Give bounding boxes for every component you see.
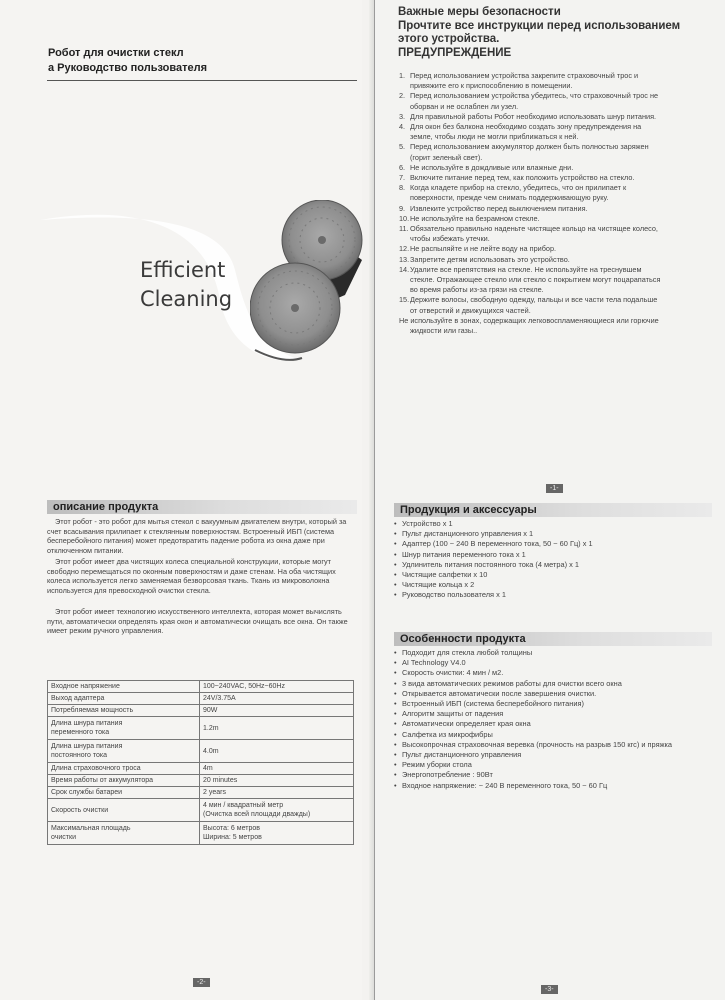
product-item-text: Чистящие кольца x 2 (402, 580, 475, 590)
safety-item-text: Держите волосы, свободную одежду, пальцы и все части тела подальше (410, 295, 658, 305)
safety-item-text: Не используйте в дождливые или влажные дни. (410, 162, 574, 172)
bullet-icon: • (394, 658, 397, 668)
safety-title-line-3: этого устройства. (398, 33, 500, 45)
spec-value-line: 4m (203, 765, 213, 772)
spec-value-line: 24V/3.75A (203, 695, 236, 702)
safety-item-text: оборван и не ослаблен ли узел. (410, 101, 519, 111)
spec-key-line: Скорость очистки (51, 806, 109, 814)
spec-row (48, 787, 354, 799)
page-number-2: -2- (193, 978, 210, 987)
bullet-icon: • (394, 729, 397, 739)
spec-value-line: Высота: 6 метров (203, 825, 260, 832)
product-item-text: Удлинитель питания постоянного тока (4 метра) x 1 (402, 559, 579, 569)
spec-value (200, 799, 354, 822)
spec-row (48, 740, 354, 763)
safety-item (399, 91, 714, 111)
safety-item (399, 265, 714, 296)
description-paragraph-3: Этот робот имеет технологию искусственного интеллекта, которая может вычислять пути, автоматически определять края окон и автоматически очищать все окна. Он также имеет режим ручного управления. (47, 607, 348, 636)
spec-row (48, 775, 354, 787)
hero-text (140, 256, 232, 314)
product-item-text: Чистящие салфетки x 10 (402, 570, 488, 580)
spec-row (48, 763, 354, 775)
safety-item-text: чтобы избежать утечки. (410, 234, 490, 244)
safety-item (399, 163, 714, 173)
spec-key (48, 705, 200, 717)
feature-item-text: Автоматически определяет края окна (402, 719, 531, 729)
feature-item-text: Энергопотребление : 90Вт (402, 770, 493, 780)
spec-row (48, 681, 354, 693)
safety-footer-line: жидкости или газы.. (410, 326, 478, 336)
bullet-icon: • (394, 529, 397, 539)
description-paragraph-1: Этот робот - это робот для мытья стекол с вакуумным двигателем внутри, который за счет всасывания прилипает к стеклянным поверхностям. Встроенный ИБП (система бесперебойного питания) может предотвратить падение робота из окна даже при отключенном питании. (47, 517, 347, 555)
safety-item-text: Включите питание перед тем, как положить устройство на стекло. (410, 173, 635, 183)
spec-value (200, 787, 354, 799)
safety-item-text: Извлеките устройство перед выключением питания. (410, 203, 588, 213)
spec-key (48, 822, 200, 845)
spec-key-line: Длина шнура питания (51, 743, 123, 750)
bullet-icon: • (394, 549, 397, 559)
product-item (394, 529, 714, 539)
product-item (394, 550, 714, 560)
safety-item (399, 295, 714, 315)
feature-item (394, 760, 714, 770)
safety-item-number: 13. (399, 254, 410, 264)
spec-value-line: 4 мин / квадратный метр (203, 802, 284, 809)
product-item-text: Устройство x 1 (402, 519, 453, 528)
safety-item-text: Когда кладете прибор на стекло, убедитесь, что он прилипает к (410, 183, 627, 193)
spec-key-line: очистки (51, 834, 76, 841)
safety-item (399, 142, 714, 162)
feature-item (394, 679, 714, 689)
spec-row (48, 717, 354, 740)
safety-item-number: 9. (399, 203, 406, 213)
document-title-line-1: Робот для очистки стекл (48, 47, 184, 59)
page-number-1: -1- (546, 484, 563, 493)
product-item (394, 539, 714, 549)
description-section-title: описание продукта (53, 501, 159, 513)
spec-row (48, 822, 354, 845)
products-section-header (394, 503, 712, 517)
feature-item (394, 709, 714, 719)
spec-value (200, 822, 354, 845)
spec-value (200, 717, 354, 740)
hero-text-line-2: Cleaning (140, 287, 233, 311)
bullet-icon: • (394, 648, 397, 657)
features-list (394, 648, 714, 791)
spec-value (200, 681, 354, 693)
hero-text-line-1: Efficient (140, 258, 226, 282)
features-section-header (394, 632, 712, 646)
bullet-icon: • (394, 678, 397, 688)
safety-item-number: 4. (399, 122, 406, 132)
spec-value-line: 100~240VAC, 50Hz~60Hz (203, 683, 285, 690)
spec-key-line: Длина страховочного троса (51, 765, 141, 772)
page-number-3: -3- (541, 985, 558, 994)
feature-item (394, 750, 714, 760)
feature-item (394, 730, 714, 740)
safety-item-text: стекле. Отражающее стекло или стекло с покрытием могут поцарапаться (410, 275, 661, 285)
spec-value-line: (Очистка всей площади дважды) (203, 811, 311, 818)
spec-value (200, 693, 354, 705)
robot-product-image (250, 200, 365, 355)
bullet-icon: • (394, 590, 397, 600)
safety-item-number: 12. (399, 244, 410, 254)
safety-item-text: Не распыляйте и не лейте воду на прибор. (410, 244, 557, 254)
bullet-icon: • (394, 739, 397, 749)
spec-value-line: Ширина: 5 метров (203, 834, 262, 841)
safety-item-text: поверхности, прежде чем снимать поддерживающую руку. (410, 193, 609, 203)
safety-title (398, 6, 718, 60)
spec-key (48, 763, 200, 775)
safety-item-number: 7. (399, 173, 406, 183)
feature-item (394, 740, 714, 750)
safety-item-text: земле, чтобы люди не могли приближаться к ней. (410, 132, 579, 142)
product-item (394, 570, 714, 580)
product-item-text: Шнур питания переменного тока x 1 (402, 549, 526, 559)
feature-item (394, 668, 714, 678)
feature-item-text: Пульт дистанционного управления (402, 750, 522, 760)
bullet-icon: • (394, 539, 397, 549)
safety-footer-note (399, 316, 714, 336)
feature-item (394, 689, 714, 699)
specifications-table (47, 680, 354, 845)
safety-item (399, 214, 714, 224)
feature-item-text: Высокопрочная страховочная веревка (прочность на разрыв 150 кгс) и пряжка (402, 739, 673, 749)
safety-item-text: Перед использованием аккумулятор должен быть полностью заряжен (410, 142, 649, 152)
bullet-icon: • (394, 699, 397, 709)
spec-row (48, 705, 354, 717)
spec-value (200, 740, 354, 763)
product-item-text: Руководство пользователя x 1 (402, 590, 506, 600)
product-item (394, 519, 714, 529)
spec-key-line: Срок службы батареи (51, 789, 123, 796)
feature-item (394, 658, 714, 668)
safety-item-text: Удалите все препятствия на стекле. Не используйте на треснувшем (410, 264, 642, 274)
bullet-icon: • (394, 519, 397, 528)
spec-key (48, 799, 200, 822)
safety-item (399, 204, 714, 214)
spec-key-line: переменного тока (51, 729, 110, 736)
safety-item-number: 8. (399, 183, 406, 193)
safety-item (399, 122, 714, 142)
feature-item (394, 699, 714, 709)
feature-item (394, 770, 714, 780)
safety-item-text: привяжите его к приспособлению в помещении. (410, 81, 573, 91)
spec-key (48, 740, 200, 763)
product-item-text: Пульт дистанционного управления x 1 (402, 529, 534, 539)
spec-value (200, 775, 354, 787)
feature-item (394, 781, 714, 791)
spec-value-line: 1.2m (203, 724, 219, 732)
description-paragraph-2: Этот робот имеет два чистящих колеса специальной конструкции, которые могут свободно перемещаться по оконным поверхностям и даже стенам. На оба чистящих колеса используется легко заменяемая безворсовая ткань. Ткань из микроволокна используется для превосходной очистки стекла. (47, 557, 336, 595)
product-item-text: Адаптер (100 ~ 240 В переменного тока, 50 ~ 60 Гц) x 1 (402, 539, 593, 549)
feature-item-text: 3 вида автоматических режимов работы для очистки всего окна (402, 678, 622, 688)
safety-item-number: 10. (399, 213, 410, 223)
feature-item (394, 648, 714, 658)
feature-item-text: Салфетка из микрофибры (402, 729, 493, 739)
product-item (394, 590, 714, 600)
spec-value-line: 90W (203, 707, 218, 714)
safety-item-text: Не используйте на безрамном стекле. (410, 213, 540, 223)
safety-item (399, 71, 714, 91)
bullet-icon: • (394, 719, 397, 729)
products-section-title: Продукция и аксессуары (400, 504, 537, 516)
safety-item-number: 2. (399, 91, 406, 101)
products-list (394, 519, 714, 601)
safety-item (399, 183, 714, 203)
bullet-icon: • (394, 780, 397, 790)
safety-item (399, 224, 714, 244)
feature-item-text: Подходит для стекла любой толщины (402, 648, 533, 657)
spec-key-line: постоянного тока (51, 752, 107, 759)
safety-item-number: 11. (399, 224, 409, 234)
product-item (394, 580, 714, 590)
spec-key-line: Выход адаптера (51, 695, 105, 702)
spec-row (48, 693, 354, 705)
product-item (394, 560, 714, 570)
spec-key-line: Входное напряжение (51, 683, 120, 690)
bullet-icon: • (394, 559, 397, 569)
spec-key (48, 693, 200, 705)
bullet-icon: • (394, 668, 397, 678)
bullet-icon: • (394, 580, 397, 590)
feature-item-text: Режим уборки стола (402, 760, 472, 770)
description-section-header (47, 500, 357, 514)
features-section-title: Особенности продукта (400, 633, 526, 645)
spec-key-line: Время работы от аккумулятора (51, 777, 154, 784)
safety-item-number: 5. (399, 142, 406, 152)
feature-item-text: Открывается автоматически после завершения очистки. (402, 688, 597, 698)
safety-item-text: Перед использованием устройства убедитесь, что страховочный трос не (410, 91, 659, 101)
safety-title-line-1: Важные меры безопасности (398, 6, 561, 18)
spec-value-line: 20 minutes (203, 777, 238, 784)
bullet-icon: • (394, 750, 397, 760)
feature-item-text: Встроенный ИБП (система бесперебойного питания) (402, 699, 584, 709)
bullet-icon: • (394, 770, 397, 780)
safety-item-number: 3. (399, 111, 406, 121)
feature-item-text: Входное напряжение: ~ 240 В переменного тока, 50 ~ 60 Гц (402, 780, 608, 790)
spec-value-line: 4.0m (203, 747, 219, 755)
spec-key (48, 717, 200, 740)
safety-item (399, 244, 714, 254)
warning-heading: ПРЕДУПРЕЖДЕНИЕ (398, 46, 512, 59)
safety-item-text: Обязательно правильно наденьте чистящее кольцо на чистящее колесо, (410, 224, 658, 234)
spec-key-line: Максимальная площадь (51, 825, 131, 832)
title-rule (47, 80, 357, 81)
safety-item-text: Запретите детям использовать это устройство. (410, 254, 570, 264)
safety-item-number: 6. (399, 162, 406, 172)
spec-value (200, 705, 354, 717)
spec-key (48, 681, 200, 693)
bullet-icon: • (394, 760, 397, 770)
document-title-line-2: а Руководство пользователя (48, 62, 208, 74)
bullet-icon: • (394, 688, 397, 698)
safety-title-line-2: Прочтите все инструкции перед использованием (398, 19, 681, 32)
spec-key-line: Длина шнура питания (51, 720, 123, 727)
safety-item (399, 255, 714, 265)
spec-row (48, 799, 354, 822)
spec-value-line: 2 years (203, 789, 226, 796)
bullet-icon: • (394, 709, 397, 719)
feature-item-text: Алгоритм защиты от падения (402, 709, 504, 719)
safety-instructions-list (399, 71, 714, 336)
safety-footer-line: Не используйте в зонах, содержащих легковоспламеняющиеся или горючие (399, 315, 659, 325)
bullet-icon: • (394, 570, 397, 580)
feature-item-text: Скорость очистки: 4 мин / м2. (402, 668, 504, 678)
spec-key (48, 775, 200, 787)
safety-item-text: от отверстий и движущихся частей. (410, 305, 531, 315)
safety-item-number: 15. (399, 295, 410, 305)
safety-item-number: 14. (399, 264, 410, 274)
safety-item-text: (горит зеленый свет). (410, 152, 483, 162)
safety-item-text: Перед использованием устройства закрепите страховочный трос и (410, 71, 639, 80)
safety-item-text: Для окон без балкона необходимо создать зону предупреждения на (410, 122, 642, 132)
safety-item (399, 173, 714, 183)
document-title (48, 46, 348, 76)
spec-key (48, 787, 200, 799)
spec-value (200, 763, 354, 775)
spec-key-line: Потребляемая мощность (51, 707, 134, 714)
safety-item-text: во время работы из-за грязи на стекле. (410, 285, 544, 295)
feature-item-text: AI Technology V4.0 (402, 658, 466, 668)
feature-item (394, 719, 714, 729)
safety-item-number: 1. (399, 71, 406, 80)
safety-item (399, 112, 714, 122)
safety-item-text: Для правильной работы Робот необходимо использовать шнур питания. (410, 111, 657, 121)
